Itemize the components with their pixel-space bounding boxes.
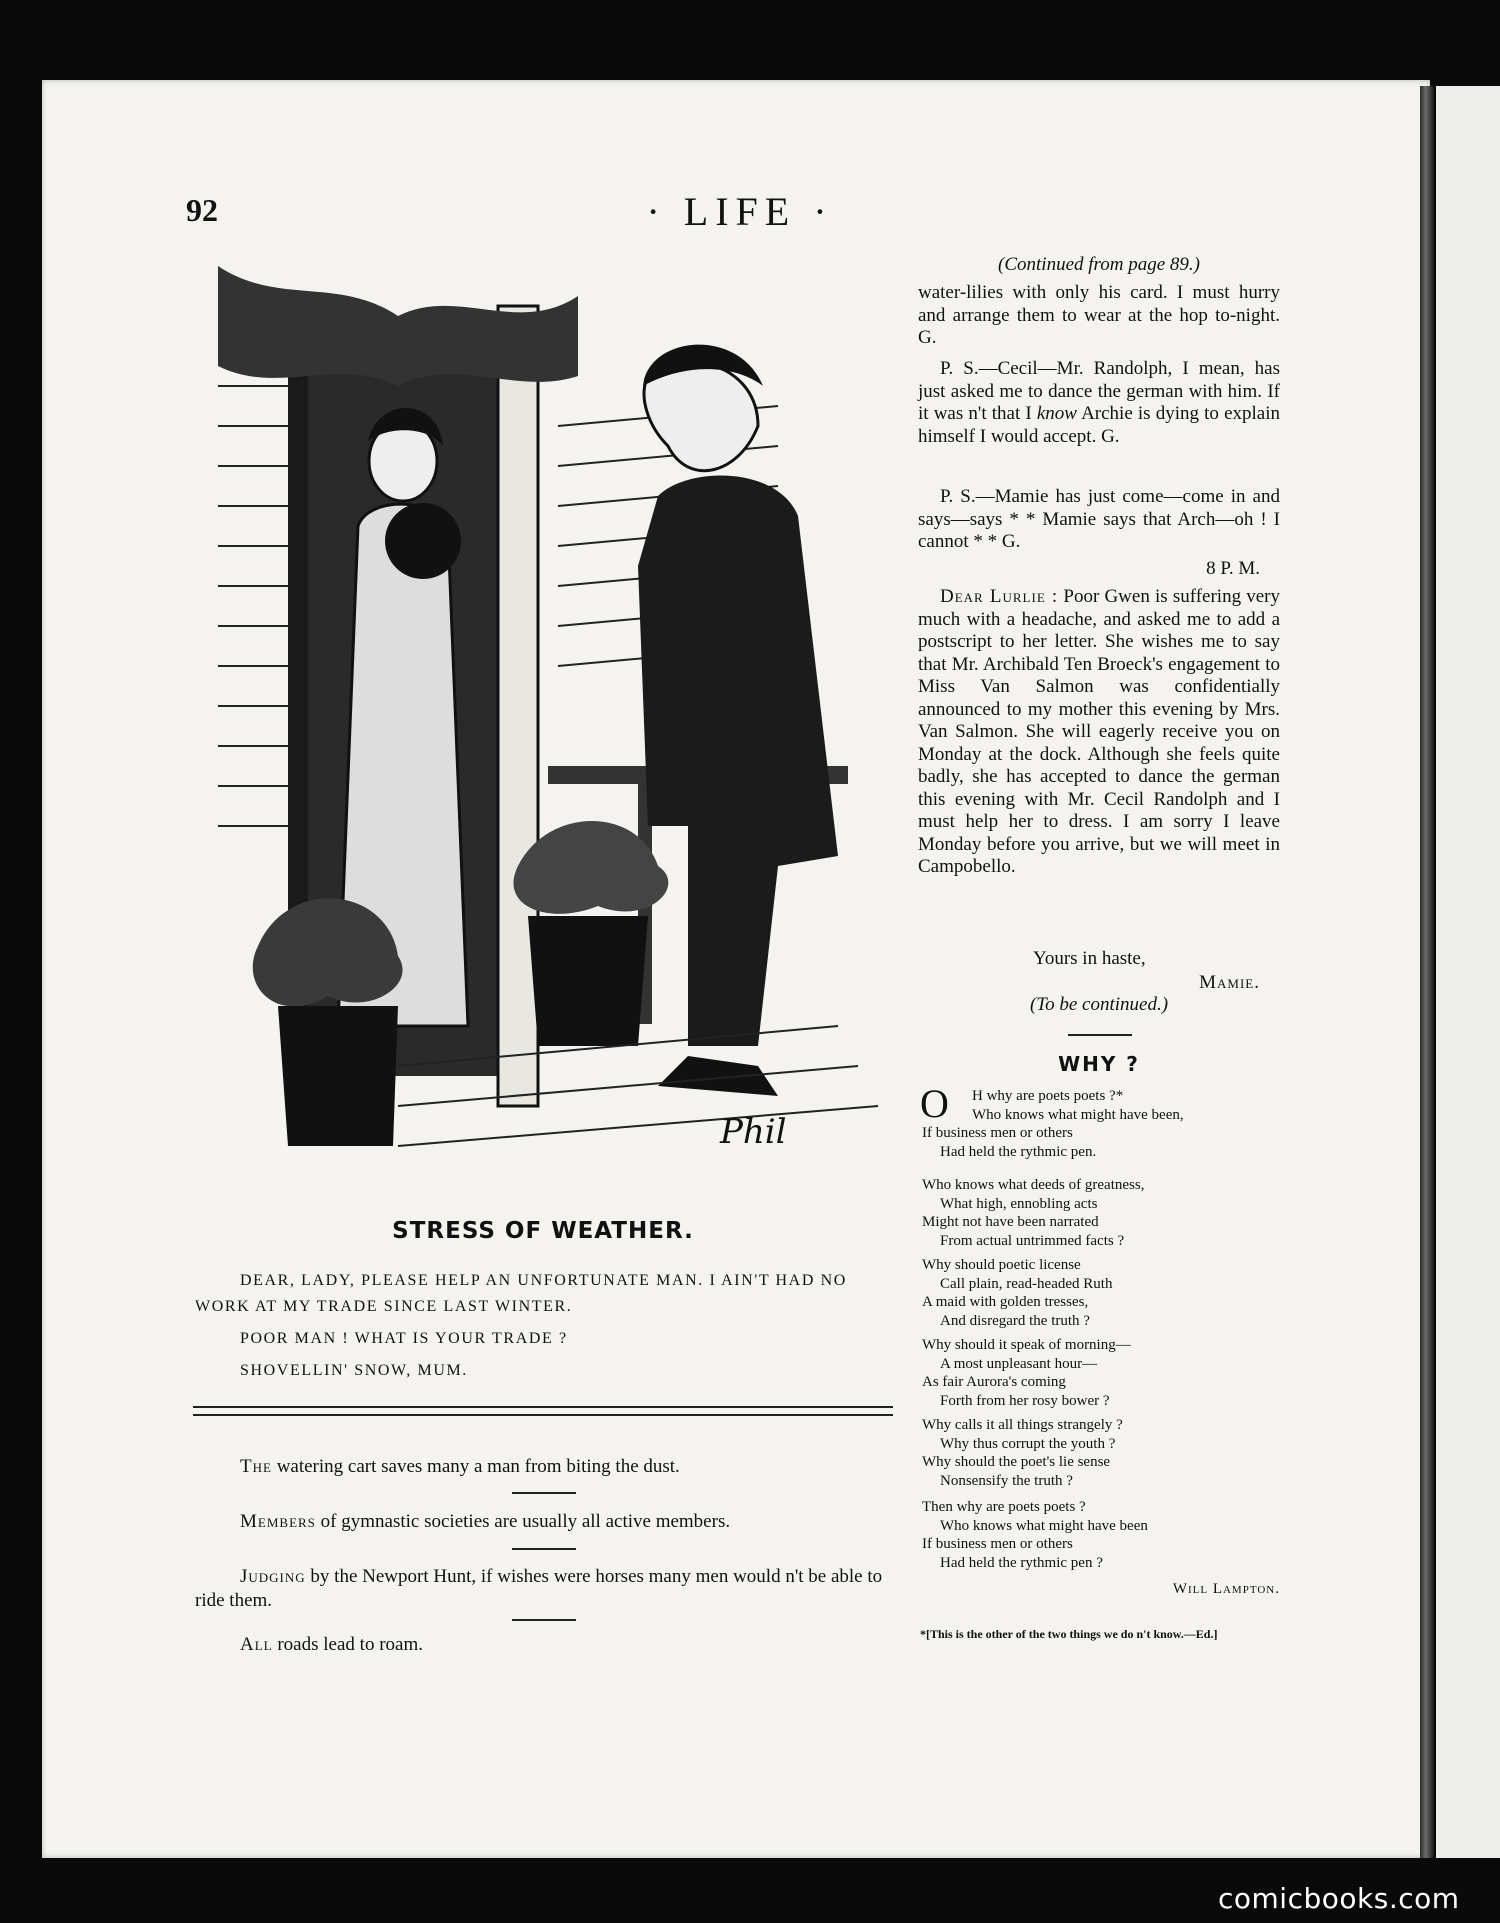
poem-line: Had held the rythmic pen ? [940,1554,1103,1571]
short-divider [512,1548,576,1550]
postscript-text: P. S.—Cecil—Mr. Randolph, I mean, has just asked me to dance the german with him. If it was n't that I [918,358,1280,424]
poem-line: Why should poetic license [922,1257,1081,1273]
emphasis-word: know [1036,403,1077,424]
joke-paragraph [195,1455,905,1479]
joke-paragraph [195,1633,905,1657]
short-divider [1068,1034,1132,1036]
poem-line: From actual untrimmed facts ? [940,1232,1125,1249]
letter-paragraph: water-lilies with only his card. I must hurry and arrange them to wear at the hop to-night. G. [918,282,1280,348]
joke-lead: The [240,1456,272,1477]
poem-line: If business men or others [922,1125,1073,1141]
poem-line: If business men or others [922,1536,1073,1552]
poem-line: Who knows what might have been, [972,1106,1184,1123]
dialog-line: DEAR, LADY, PLEASE HELP AN UNFORTUNATE MAN. I AIN'T HAD NO WORK AT MY TRADE SINCE LAST WINTER. [195,1272,847,1315]
facing-page-edge [1436,86,1500,1858]
poem-line: As fair Aurora's coming [922,1374,1066,1390]
poem-dropcap: O [920,1081,949,1126]
masthead-title: · LIFE · [646,189,834,234]
short-divider [512,1619,576,1621]
poem-stanza [922,1498,1282,1572]
poem-line: Call plain, read-headed Ruth [940,1275,1113,1292]
poem-stanza [922,1087,1282,1161]
poem-line: A maid with golden tresses, [922,1294,1089,1310]
poem-line: H why are poets poets ?* [972,1088,1124,1104]
poem-line: Had held the rythmic pen. [940,1143,1097,1160]
artist-signature: Phil [720,1112,787,1152]
poem-line: And disregard the truth ? [940,1312,1090,1329]
poem-stanza [922,1416,1282,1490]
engraving-illustration [218,266,886,1196]
page-gutter [1420,86,1434,1858]
letter-salutation: Dear Lurlie : [940,586,1059,607]
poem-line: Who knows what might have been [940,1517,1148,1534]
joke-text: roads lead to roam. [272,1634,423,1655]
poem-line: Who knows what deeds of greatness, [922,1177,1145,1193]
dialog-line: POOR MAN ! WHAT IS YOUR TRADE ? [240,1330,568,1347]
poem-stanza [922,1336,1282,1410]
poem-stanza [922,1256,1282,1330]
letter-signature: Mamie. [1199,972,1260,993]
poem-title: WHY ? [1058,1052,1140,1076]
poem-line: Forth from her rosy bower ? [940,1392,1110,1409]
poem-line: Then why are poets poets ? [922,1499,1086,1515]
letter-text: Poor Gwen is suffering very much with a headache, and asked me to add a postscript to her letter. She wishes me to say that Mr. Archibald Ten Broeck's engagement to Miss Van Salmon was confidentially announced to my mother this evening by Mrs. Van Salmon. She will eagerly receive you on Monday at the dock. Although she feels quite badly, she has accepted to dance the german this evening with Mr. Cecil Randolph and I must help her to dress. I am sorry I leave Monday before you arrive, but we will meet in Campobello. [918,586,1280,877]
joke-text: of gymnastic societies are usually all active members. [315,1511,731,1532]
cartoon-caption-title: STRESS OF WEATHER. [392,1218,694,1244]
poem-stanza [922,1176,1282,1250]
page-number: 92 [186,192,218,228]
poem-line: Might not have been narrated [922,1214,1099,1230]
to-be-continued-note: (To be continued.) [1029,994,1169,1015]
letter-closing: Yours in haste, [1033,948,1146,969]
poem-line: Why should the poet's lie sense [922,1454,1111,1470]
joke-paragraph [195,1510,905,1534]
joke-lead: Members [240,1511,316,1532]
double-rule-divider [193,1406,893,1416]
letter-postscript: P. S.—Mamie has just come—come in and says—says * * Mamie says that Arch—oh ! I cannot * * G. [918,486,1280,552]
poem-line: Why should it speak of morning— [922,1337,1131,1353]
letter-time: 8 P. M. [1206,558,1260,579]
joke-text: by the Newport Hunt, if wishes were horses many men would n't be able to ride them. [195,1566,883,1611]
joke-lead: Judging [240,1566,306,1587]
editor-footnote: *[This is the other of the two things we do n't know.—Ed.] [920,1627,1218,1641]
illustration-drawing [218,266,886,1196]
short-divider [512,1492,576,1494]
poem-line: What high, ennobling acts [940,1195,1098,1212]
letter-body [918,586,1280,879]
poem-line: A most unpleasant hour— [940,1355,1098,1372]
poem-line: Why calls it all things strangely ? [922,1417,1123,1433]
joke-lead: All [240,1634,273,1655]
joke-paragraph [195,1565,905,1613]
poem-line: Nonsensify the truth ? [940,1472,1073,1489]
continued-from-note: (Continued from page 89.) [998,254,1200,275]
dialog-line: SHOVELLIN' SNOW, MUM. [240,1362,468,1379]
joke-text: watering cart saves many a man from biting the dust. [271,1456,680,1477]
letter-postscript [918,358,1280,448]
poem-author: Will Lampton. [1172,1581,1280,1597]
site-watermark: comicbooks.com [1218,1882,1460,1915]
poem-line: Why thus corrupt the youth ? [940,1435,1116,1452]
postscript-text: Archie is dying to explain himself I would accept. G. [918,403,1280,447]
